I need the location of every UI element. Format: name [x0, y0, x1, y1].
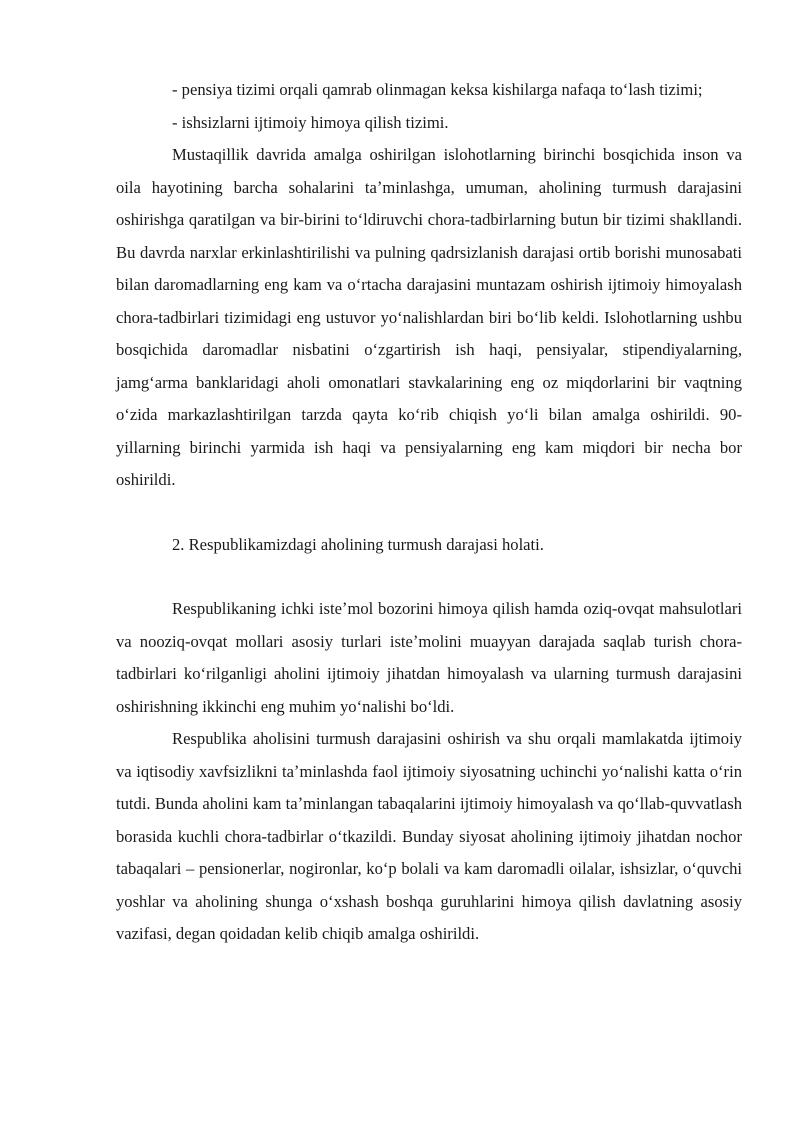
spacer: [116, 561, 742, 593]
list-item-pension-allowance: - pensiya tizimi orqali qamrab olinmagan keksa kishilarga nafaqa toʻlash tizimi;: [172, 80, 703, 99]
paragraph-domestic-market: Respublikaning ichki isteʼmol bozorini himoya qilish hamda oziq-ovqat mahsulotlari va nooziq-ovqat mollari asosiy turlari isteʼmolini muayyan darajada saqlab turish chora-tadbirlari koʻrilganligi aholini ijtimoiy jihatdan himoyalash va ularning turmush darajasini oshirishning ikkinchi eng muhim yoʻnalishi boʻldi.: [116, 599, 742, 716]
section-heading: 2. Respublikamizdagi aholining turmush darajasi holati.: [172, 534, 544, 554]
document-page: [116, 74, 742, 951]
spacer: [116, 497, 742, 529]
paragraph-social-policy: Respublika aholisini turmush darajasini oshirish va shu orqali mamlakatda ijtimoiy va iqtisodiy xavfsizlikni taʼminlashda faol ijtimoiy siyosatning uchinchi yoʻnalishi katta oʻrin tutdi. Bunda aholini kam taʼminlangan tabaqalarini ijtimoiy himoyalash va qoʻllab-quvvatlash borasida kuchli chora-tadbirlar oʻtkazildi. Bunday siyosat aholining ijtimoiy jihatdan nochor tabaqalari – pensionerlar, nogironlar, koʻp bolali va kam daromadli oilalar, ishsizlar, oʻquvchi yoshlar va aholining shunga oʻxshash boshqa guruhlarini himoya qilish davlatning asosiy vazifasi, degan qoidadan kelib chiqib amalga oshirildi.: [116, 729, 742, 943]
paragraph-independence-reforms: Mustaqillik davrida amalga oshirilgan islohotlarning birinchi bosqichida inson va oila hayotining barcha sohalarini taʼminlashga, umuman, aholining turmush darajasini oshirishga qaratilgan va bir-birini toʻldiruvchi chora-tadbirlarning butun bir tizimi shakllandi. Bu davrda narxlar erkinlashtirilishi va pulning qadrsizlanish darajasi ortib borishi munosabati bilan daromadlarning eng kam va oʻrtacha darajasini muntazam oshirish ijtimoiy himoyalash chora-tadbirlari tizimidagi eng ustuvor yoʻnalishlardan biri boʻlib keldi. Islohotlarning ushbu bosqichida daromadlar nisbatini oʻzgartirish ish haqi, pensiyalar, stipendiyalarning, jamgʻarma banklaridagi aholi omonatlari stavkalarining eng oz miqdorlarini bir vaqtning oʻzida markazlashtirilgan tarzda qayta koʻrib chiqish yoʻli bilan amalga oshirildi. 90-yillarning birinchi yarmida ish haqi va pensiyalarning eng kam miqdori bir necha bor oshirildi.: [116, 145, 742, 489]
list-item-unemployment-protection: - ishsizlarni ijtimoiy himoya qilish tizimi.: [172, 112, 449, 132]
